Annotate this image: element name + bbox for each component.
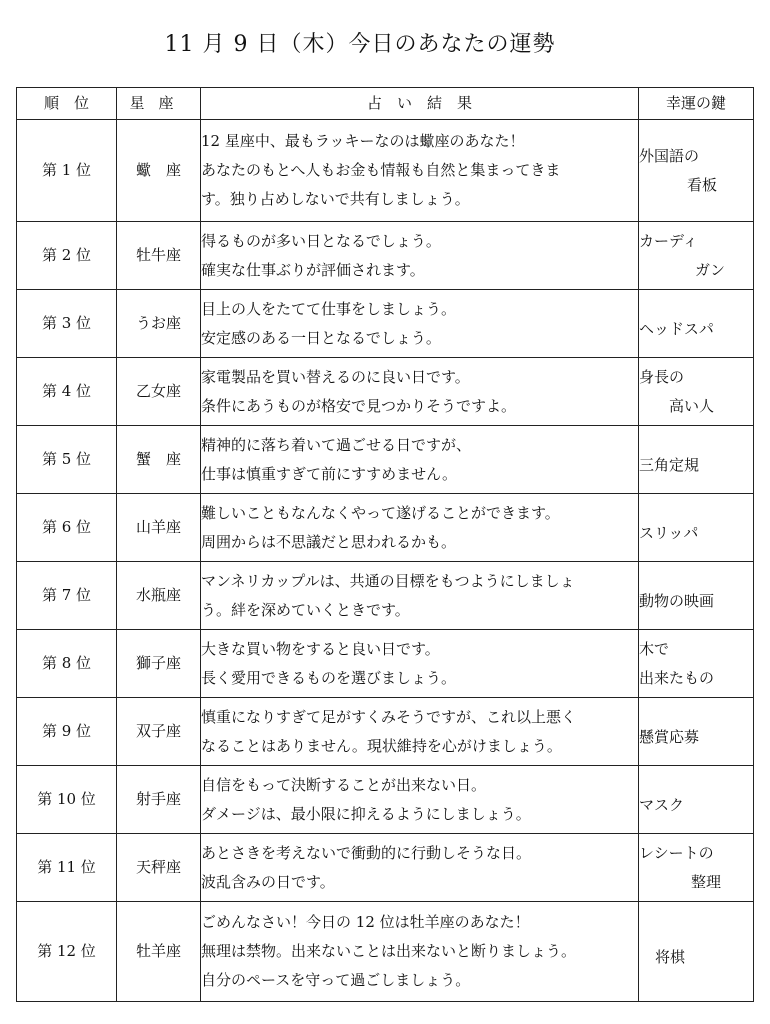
result-line: 確実な仕事ぶりが評価されます。 [201,260,425,279]
table-row [17,834,754,902]
rank-cell: 第 8 位 [17,630,117,698]
rank-cell: 第 9 位 [17,698,117,766]
rank-cell: 第 7 位 [17,562,117,630]
sign-cell: 山羊座 [117,494,201,562]
rank-cell: 第 12 位 [17,902,117,1002]
sign-cell: 乙女座 [117,358,201,426]
key-line: 動物の映画 [639,592,715,610]
result-cell [201,902,639,1002]
result-line: 長く愛用できるものを選びましょう。 [201,668,457,687]
sign-cell: 天秤座 [117,834,201,902]
result-line: 自信をもって決断することが出来ない日。 [201,775,487,794]
header-sign: 星座 [117,88,201,120]
result-line: マンネリカップルは、共通の目標をもつようにしましょ [201,571,575,590]
result-line: 自分のペースを守って過ごしましょう。 [201,971,471,989]
sign-cell: 双子座 [117,698,201,766]
result-line: あとさきを考えないで衝動的に行動しそうな日。 [201,843,532,862]
result-line: 条件にあうものが格安で見つかりそうですよ。 [201,396,517,415]
result-line: 難しいこともなんなくやって遂げることができます。 [201,503,560,522]
key-cell [639,358,754,426]
key-cell [639,562,754,630]
key-line: 三角定規 [639,456,700,474]
table-row [17,630,754,698]
rank-cell: 第 6 位 [17,494,117,562]
page-title: 11 月 9 日（木）今日のあなたの運勢 [164,31,556,57]
key-line: 整理 [691,872,722,891]
sign-cell: 牡牛座 [117,222,201,290]
rank-cell: 第 3 位 [17,290,117,358]
table-row [17,698,754,766]
rank-cell: 第 10 位 [17,766,117,834]
result-line: 無理は禁物。出来ないことは出来ないと断りましょう。 [201,942,577,960]
result-cell [201,698,639,766]
key-cell [639,426,754,494]
table-row [17,290,754,358]
header-rank: 順 位 [17,88,117,120]
header-result: 占 い 結 果 [201,88,639,120]
result-line: あなたのもとへ人もお金も情報も自然と集まってきま [201,161,561,179]
result-line: 安定感のある一日となるでしょう。 [201,328,441,347]
key-line: ヘッドスパ [639,320,714,338]
key-line: 高い人 [669,396,715,415]
key-line: 出来たもの [639,668,715,687]
result-line: ダメージは、最小限に抑えるようにしましょう。 [201,804,531,823]
result-line: 大きな買い物をすると良い日です。 [201,639,440,658]
result-line: 仕事は慎重すぎて前にすすめません。 [201,464,458,483]
key-cell [639,834,754,902]
key-line: ガン [695,260,726,279]
key-cell [639,290,754,358]
key-line: 将棋 [655,948,686,966]
result-line: 得るものが多い日となるでしょう。 [201,231,441,250]
table-row [17,426,754,494]
header-key: 幸運の鍵 [639,88,754,120]
result-line: 波乱含みの日です。 [201,872,335,891]
fortune-table [16,87,754,1002]
rank-cell: 第 5 位 [17,426,117,494]
result-cell [201,222,639,290]
result-cell [201,494,639,562]
result-line: う。絆を深めていくときです。 [201,600,410,619]
key-line: 懸賞応募 [639,728,700,746]
sign-cell: 射手座 [117,766,201,834]
key-line: 看板 [687,175,718,194]
sign-cell: 蠍 座 [117,120,201,222]
table-row [17,902,754,1002]
result-line: 目上の人をたてて仕事をしましょう。 [201,299,457,318]
table-row [17,562,754,630]
key-cell [639,630,754,698]
result-cell [201,358,639,426]
key-cell [639,222,754,290]
sign-cell: うお座 [117,290,201,358]
sign-cell: 獅子座 [117,630,201,698]
result-cell [201,834,639,902]
key-cell [639,766,754,834]
result-line: 慎重になりすぎて足がすくみそうですが、これ以上悪く [201,707,577,726]
result-line: 家電製品を買い替えるのに良い日です。 [201,367,470,386]
table-row [17,766,754,834]
result-cell [201,120,639,222]
sign-cell: 水瓶座 [117,562,201,630]
key-line: カーディ [639,231,698,250]
rank-cell: 第 4 位 [17,358,117,426]
result-cell [201,562,639,630]
result-cell [201,426,639,494]
result-cell [201,766,639,834]
sign-cell: 牡羊座 [117,902,201,1002]
key-line: スリッパ [639,524,699,542]
key-line: マスク [639,796,685,814]
key-cell [639,494,754,562]
table-row [17,494,754,562]
key-line: 木で [639,639,670,658]
table-row [17,120,754,222]
key-cell [639,902,754,1002]
result-line: 周囲からは不思議だと思われるかも。 [201,532,457,551]
result-cell [201,290,639,358]
sign-cell: 蟹 座 [117,426,201,494]
result-cell [201,630,639,698]
key-cell [639,120,754,222]
result-line: 12 星座中、最もラッキーなのは蠍座のあなた！ [201,132,525,150]
key-line: 身長の [639,367,685,386]
result-line: 精神的に落ち着いて過ごせる日ですが、 [201,435,472,454]
table-row [17,358,754,426]
table-row [17,222,754,290]
result-line: なることはありません。現状維持を心がけましょう。 [201,736,562,755]
rank-cell: 第 1 位 [17,120,117,222]
rank-cell: 第 2 位 [17,222,117,290]
key-line: 外国語の [639,146,700,165]
table-header-row [17,88,754,120]
result-line: ごめんなさい！今日の 12 位は牡羊座のあなた！ [201,913,530,931]
key-line: レシートの [639,843,714,862]
key-cell [639,698,754,766]
result-line: す。独り占めしないで共有しましょう。 [201,190,470,208]
rank-cell: 第 11 位 [17,834,117,902]
